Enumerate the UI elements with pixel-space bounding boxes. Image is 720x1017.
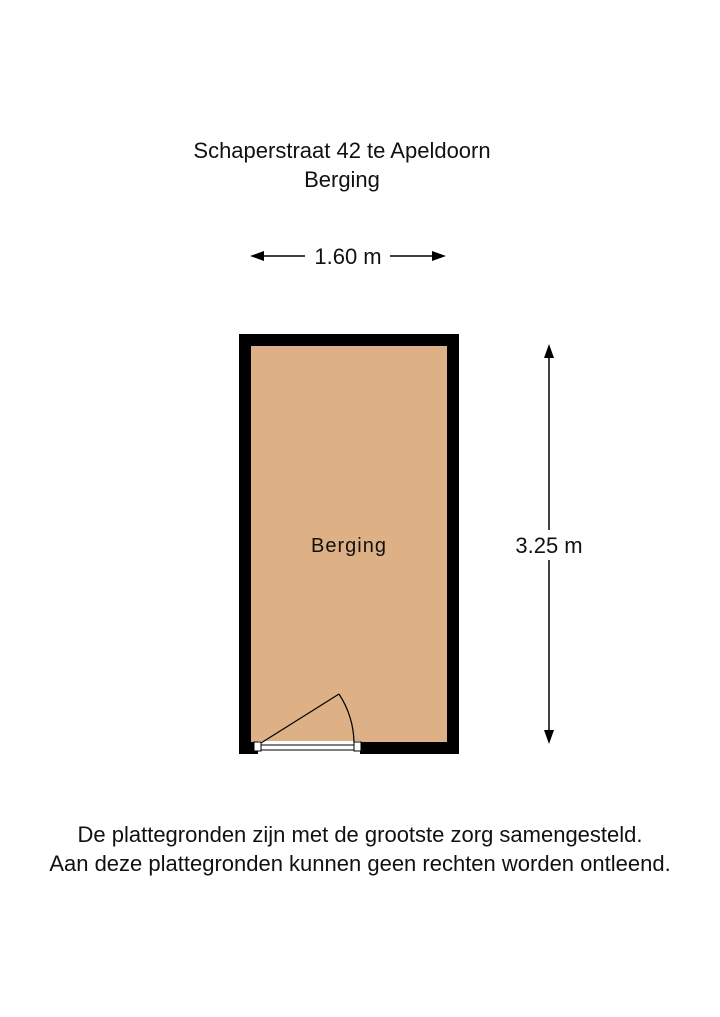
width-dimension-label: 1.60 m: [314, 244, 382, 269]
height-dimension-label: 3.25 m: [515, 533, 583, 558]
plan-floor-title: Berging: [304, 167, 380, 192]
room-label-berging: Berging: [311, 535, 387, 557]
plan-address-title: Schaperstraat 42 te Apeldoorn: [193, 138, 491, 163]
width-arrowhead-left: [250, 251, 264, 261]
door-jamb-left: [254, 742, 261, 751]
height-arrowhead-top: [544, 344, 554, 358]
width-dimension: [250, 244, 446, 269]
disclaimer-line-2: Aan deze plattegronden kunnen geen rechten worden ontleend.: [49, 851, 671, 876]
door-opening: [258, 741, 360, 754]
disclaimer-line-1: De plattegronden zijn met de grootste zorg samengesteld.: [77, 822, 643, 847]
height-dimension: [508, 344, 590, 744]
room-berging: [239, 334, 459, 754]
width-arrowhead-right: [432, 251, 446, 261]
height-arrowhead-bottom: [544, 730, 554, 744]
door-jamb-right: [354, 742, 361, 751]
